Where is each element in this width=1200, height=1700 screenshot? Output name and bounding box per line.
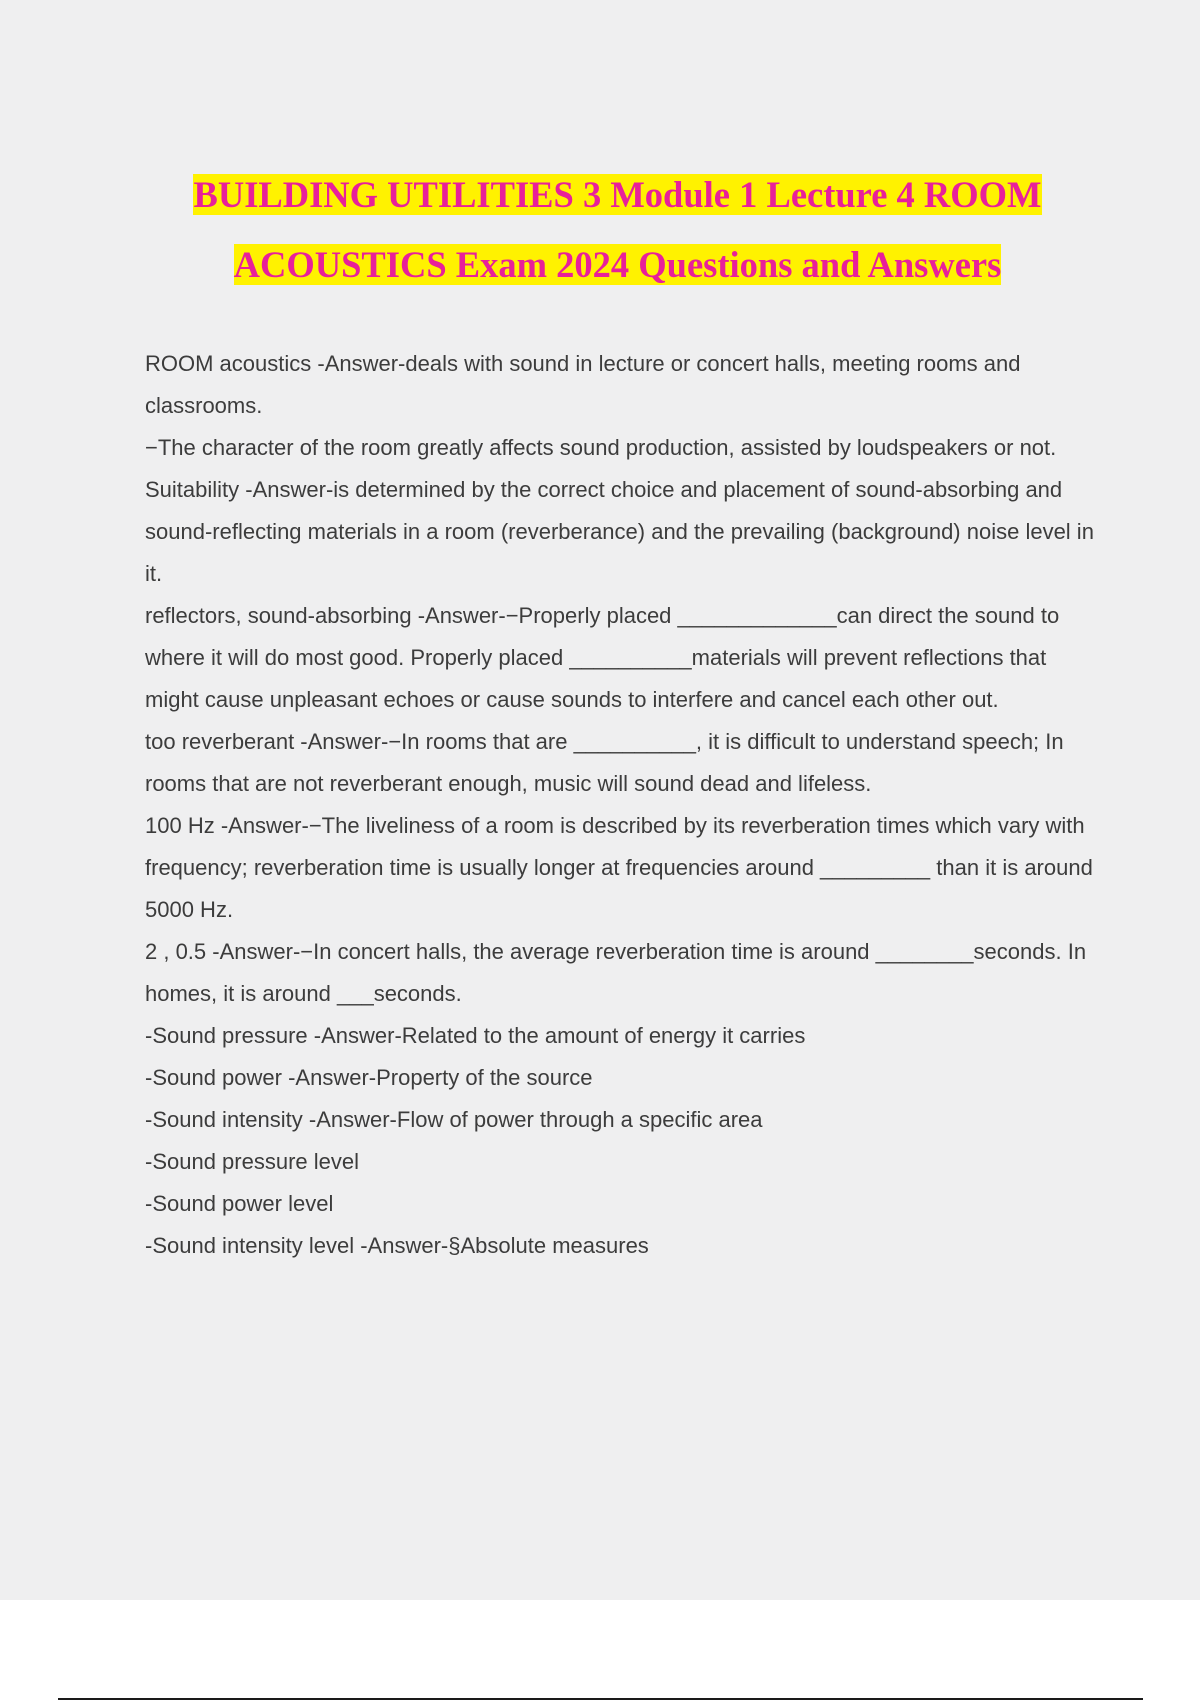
title-line-1: BUILDING UTILITIES 3 Module 1 Lecture 4 ROOM	[193, 174, 1042, 215]
qa-too-reverberant: too reverberant -Answer-−In rooms that are __________, it is difficult to understand speech; In rooms that are not reverberant enough, music will sound dead and lifeless.	[145, 729, 1064, 796]
qa-sound-intensity: -Sound intensity -Answer-Flow of power through a specific area	[145, 1107, 763, 1132]
qa-sound-pressure: -Sound pressure -Answer-Related to the amount of energy it carries	[145, 1023, 806, 1048]
qa-suitability: Suitability -Answer-is determined by the correct choice and placement of sound-absorbing and sound-reflecting materials in a room (reverberance) and the prevailing (background) noise level in it.	[145, 477, 1094, 586]
qa-room-acoustics: ROOM acoustics -Answer-deals with sound in lecture or concert halls, meeting rooms and classrooms.	[145, 351, 1021, 418]
qa-sound-power-level: -Sound power level	[145, 1191, 334, 1216]
qa-sound-power: -Sound power -Answer-Property of the source	[145, 1065, 593, 1090]
qa-sound-intensity-level: -Sound intensity level -Answer-§Absolute measures	[145, 1233, 649, 1258]
qa-reverberation-time: 2 , 0.5 -Answer-−In concert halls, the average reverberation time is around ________seconds. In homes, it is around ___seconds.	[145, 939, 1087, 1006]
title-line-2: ACOUSTICS Exam 2024 Questions and Answers	[233, 244, 1002, 285]
qa-100-hz: 100 Hz -Answer-−The liveliness of a room is described by its reverberation times which vary with frequency; reverberation time is usually longer at frequencies around _________ than it is around 5000 Hz.	[145, 813, 1093, 922]
qa-reflectors: reflectors, sound-absorbing -Answer-−Properly placed _____________can direct the sound to where it will do most good. Properly placed __________materials will prevent reflections that might cause unpleasant echoes or cause sounds to interfere and cancel each other out.	[145, 603, 1060, 712]
qa-room-character: −The character of the room greatly affects sound production, assisted by loudspeakers or not.	[145, 435, 1057, 460]
document-title	[130, 160, 1105, 300]
qa-sound-pressure-level: -Sound pressure level	[145, 1149, 360, 1174]
document-body	[145, 343, 1095, 1267]
